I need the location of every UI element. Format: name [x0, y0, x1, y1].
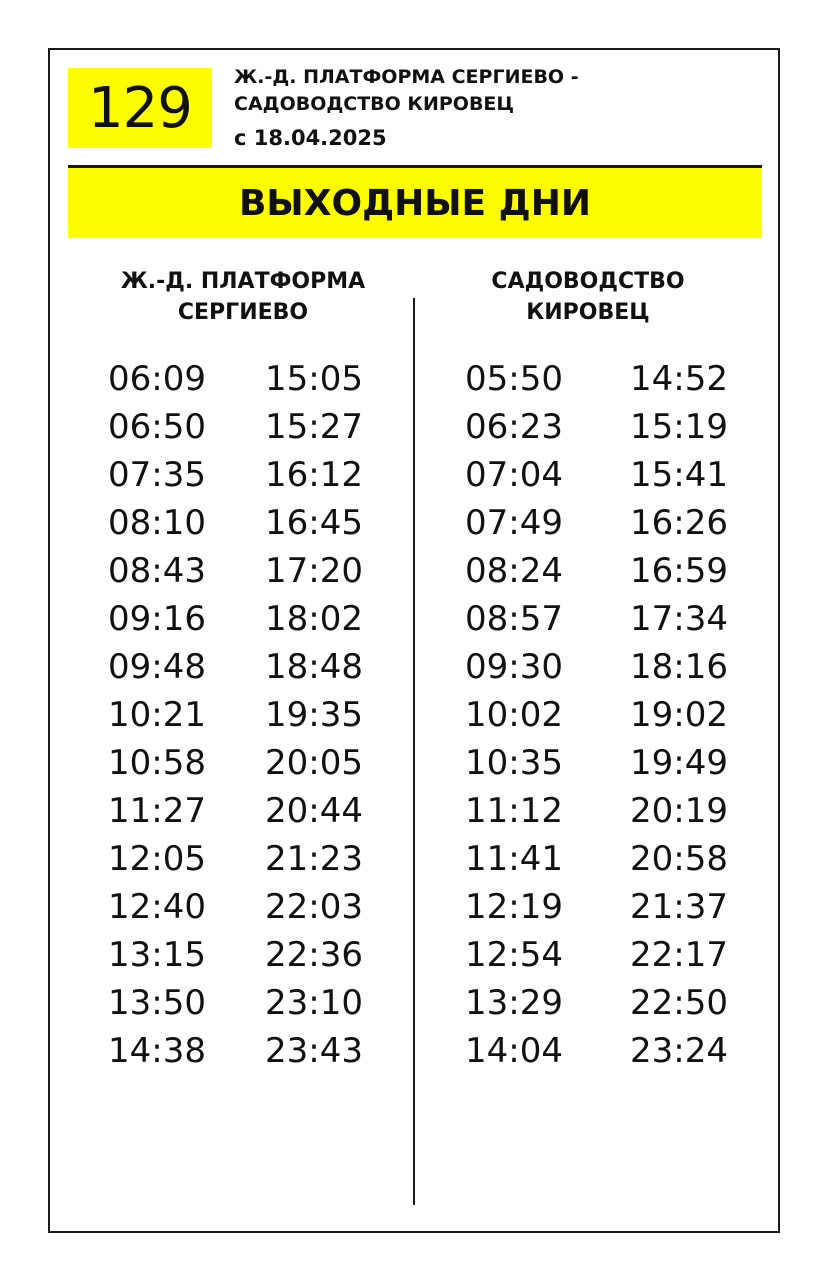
stop-heading-line1: САДОВОДСТВО [491, 269, 685, 294]
departure-time: 09:30 [465, 647, 563, 687]
departure-time: 11:41 [465, 839, 563, 879]
departure-time: 17:34 [630, 599, 728, 639]
departure-time: 20:58 [630, 839, 728, 879]
departure-time: 16:45 [265, 503, 363, 543]
departure-time: 22:17 [630, 935, 728, 975]
departure-time: 10:58 [108, 743, 206, 783]
departure-time: 07:49 [465, 503, 563, 543]
departure-time: 18:16 [630, 647, 728, 687]
departure-time: 12:19 [465, 887, 563, 927]
stop-heading-kirovets [428, 266, 748, 328]
departure-time: 15:27 [265, 407, 363, 447]
departure-time: 22:03 [265, 887, 363, 927]
departure-time: 05:50 [465, 359, 563, 399]
departure-time: 12:05 [108, 839, 206, 879]
departure-time: 07:04 [465, 455, 563, 495]
departure-time: 16:26 [630, 503, 728, 543]
departure-time: 11:12 [465, 791, 563, 831]
departure-time: 13:50 [108, 983, 206, 1023]
departure-time: 20:19 [630, 791, 728, 831]
departure-time: 16:59 [630, 551, 728, 591]
route-number: 129 [88, 75, 192, 141]
departure-time: 06:50 [108, 407, 206, 447]
departure-time: 10:35 [465, 743, 563, 783]
departure-time: 18:02 [265, 599, 363, 639]
route-number-badge [68, 68, 212, 148]
departure-time: 14:52 [630, 359, 728, 399]
departure-time: 13:29 [465, 983, 563, 1023]
route-title-line1: Ж.-Д. ПЛАТФОРМА СЕРГИЕВО - [234, 66, 579, 88]
departure-time: 19:49 [630, 743, 728, 783]
departure-time: 06:09 [108, 359, 206, 399]
departure-time: 13:15 [108, 935, 206, 975]
departure-time: 21:23 [265, 839, 363, 879]
day-type-banner [68, 168, 762, 238]
departure-time: 12:40 [108, 887, 206, 927]
route-title-line2: САДОВОДСТВО КИРОВЕЦ [234, 93, 515, 115]
departure-time: 19:02 [630, 695, 728, 735]
departure-time: 22:50 [630, 983, 728, 1023]
departure-time: 07:35 [108, 455, 206, 495]
day-type-label: ВЫХОДНЫЕ ДНИ [238, 182, 592, 224]
departure-time: 10:21 [108, 695, 206, 735]
departure-time: 15:05 [265, 359, 363, 399]
direction-divider [413, 298, 415, 1205]
departure-time: 18:48 [265, 647, 363, 687]
times-column [604, 355, 754, 1075]
departure-time: 08:57 [465, 599, 563, 639]
departure-time: 16:12 [265, 455, 363, 495]
route-title [234, 64, 754, 118]
departure-time: 08:10 [108, 503, 206, 543]
departure-time: 23:10 [265, 983, 363, 1023]
departure-time: 06:23 [465, 407, 563, 447]
departure-time: 15:41 [630, 455, 728, 495]
stop-heading-sergievo [83, 266, 403, 328]
times-column [439, 355, 589, 1075]
times-column [82, 355, 232, 1075]
departure-time: 09:48 [108, 647, 206, 687]
departure-time: 19:35 [265, 695, 363, 735]
departure-time: 14:38 [108, 1031, 206, 1071]
departure-time: 23:43 [265, 1031, 363, 1071]
effective-date: с 18.04.2025 [234, 126, 387, 150]
departure-time: 09:16 [108, 599, 206, 639]
departure-time: 08:24 [465, 551, 563, 591]
departure-time: 22:36 [265, 935, 363, 975]
departure-time: 20:05 [265, 743, 363, 783]
departure-time: 08:43 [108, 551, 206, 591]
stop-heading-line1: Ж.-Д. ПЛАТФОРМА [120, 269, 366, 294]
departure-time: 12:54 [465, 935, 563, 975]
departure-time: 14:04 [465, 1031, 563, 1071]
stop-heading-line2: СЕРГИЕВО [177, 300, 309, 325]
departure-time: 15:19 [630, 407, 728, 447]
departure-time: 10:02 [465, 695, 563, 735]
departure-time: 17:20 [265, 551, 363, 591]
departure-time: 21:37 [630, 887, 728, 927]
stop-heading-line2: КИРОВЕЦ [526, 300, 650, 325]
departure-time: 11:27 [108, 791, 206, 831]
departure-time: 20:44 [265, 791, 363, 831]
times-column [239, 355, 389, 1075]
departure-time: 23:24 [630, 1031, 728, 1071]
